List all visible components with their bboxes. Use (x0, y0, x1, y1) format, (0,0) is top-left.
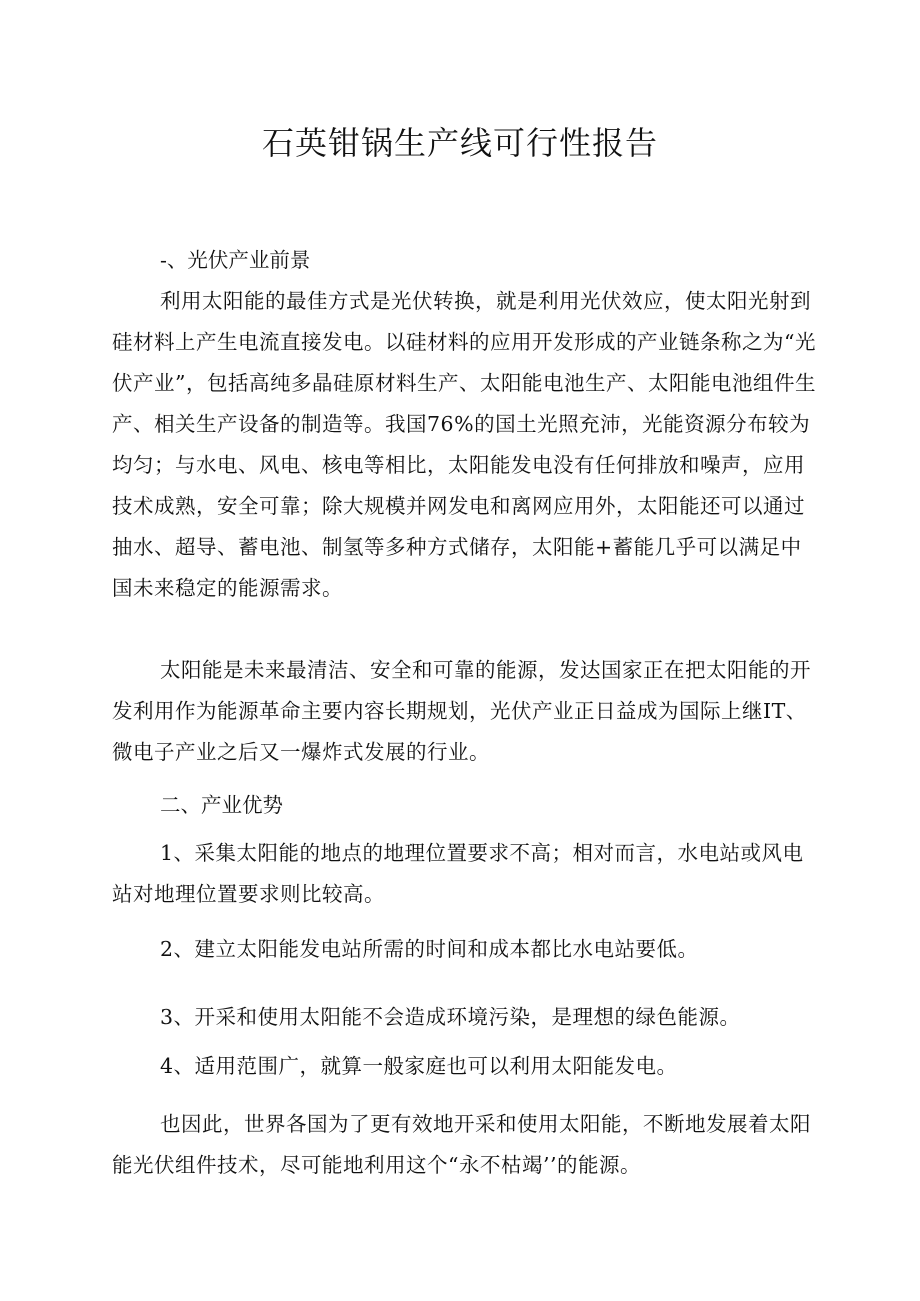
section-heading-outlook: -、光伏产业前景 (160, 248, 311, 272)
paragraph-closing: 也因此，世界各国为了更有效地开采和使用太阳能，不断地发展着太阳能光伏组件技术，尽可能地利用这个“永不枯竭’’的能源。 (112, 1112, 811, 1177)
advantage-item-3: 3、开采和使用太阳能不会造成环境污染，是理想的绿色能源。 (160, 1005, 741, 1029)
advantage-item-1: 1、采集太阳能的地点的地理位置要求不高；相对而言，水电站或风电站对地理位置要求则比较高。 (112, 841, 804, 906)
advantage-item-4: 4、适用范围广，就算一般家庭也可以利用太阳能发电。 (160, 1054, 678, 1078)
section-heading-advantages: 二、产业优势 (160, 793, 283, 817)
paragraph-pv-conversion: 利用太阳能的最佳方式是光伏转换，就是利用光伏效应，使太阳光射到硅材料上产生电流直接发电。以硅材料的应用开发形成的产业链条称之为“光伏产业”，包括高纯多晶硅原材料生产、太阳能电池生产、太阳能电池组件生产、相关生产设备的制造等。我国76%的国土光照充沛，光能资源分布较为均匀；与水电、风电、核电等相比，太阳能发电没有任何排放和噪声，应用技术成熟，安全可靠；除大规模并网发电和离网应用外，太阳能还可以通过抽水、超导、蓄电池、制氢等多种方式储存，太阳能+蓄能几乎可以满足中国未来稳定的能源需求。 (112, 289, 816, 600)
paragraph-clean-energy: 太阳能是未来最清洁、安全和可靠的能源，发达国家正在把太阳能的开发利用作为能源革命主要内容长期规划，光伏产业正日益成为国际上继IT、微电子产业之后又一爆炸式发展的行业。 (112, 658, 811, 764)
advantage-item-2: 2、建立太阳能发电站所需的时间和成本都比水电站要低。 (160, 937, 699, 961)
document-title: 石英钳锅生产线可行性报告 (261, 124, 658, 162)
